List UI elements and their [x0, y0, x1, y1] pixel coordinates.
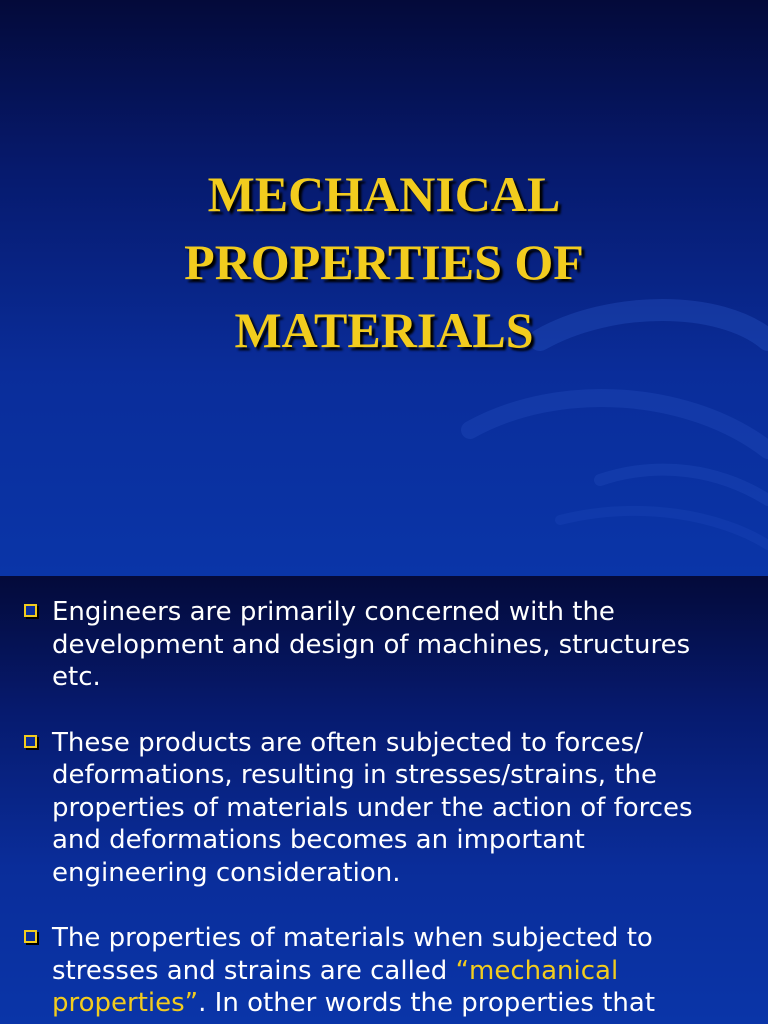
- title-line-1: MECHANICAL: [207, 166, 561, 222]
- checkbox-bullet-icon: [24, 735, 37, 748]
- title-line-3: MATERIALS: [234, 302, 534, 358]
- bullet-text: These products are often subjected to forces/ deformations, resulting in stresses/strains, the properties of materials under the action of forces and deformations becomes an important engineering consideration.: [52, 727, 693, 888]
- bullet-list: [22, 596, 712, 1024]
- checkbox-bullet-icon: [24, 930, 37, 943]
- bullet-item-products: [22, 727, 712, 890]
- bullet-text-continued: . In other words the properties that: [198, 988, 656, 1018]
- content-slide: [0, 576, 768, 1024]
- bullet-item-properties: [22, 922, 712, 1020]
- bullet-text: The properties of materials when subjected to stresses and strains are called: [52, 923, 653, 986]
- highlighted-term: “mechanical properties”: [52, 955, 619, 1018]
- checkbox-bullet-icon: [24, 604, 37, 617]
- bullet-text: Engineers are primarily concerned with the development and design of machines, structures etc.: [52, 597, 691, 692]
- bullet-item-engineers: [22, 596, 712, 694]
- title-line-2: PROPERTIES OF: [184, 234, 584, 290]
- slide-title: [0, 160, 768, 364]
